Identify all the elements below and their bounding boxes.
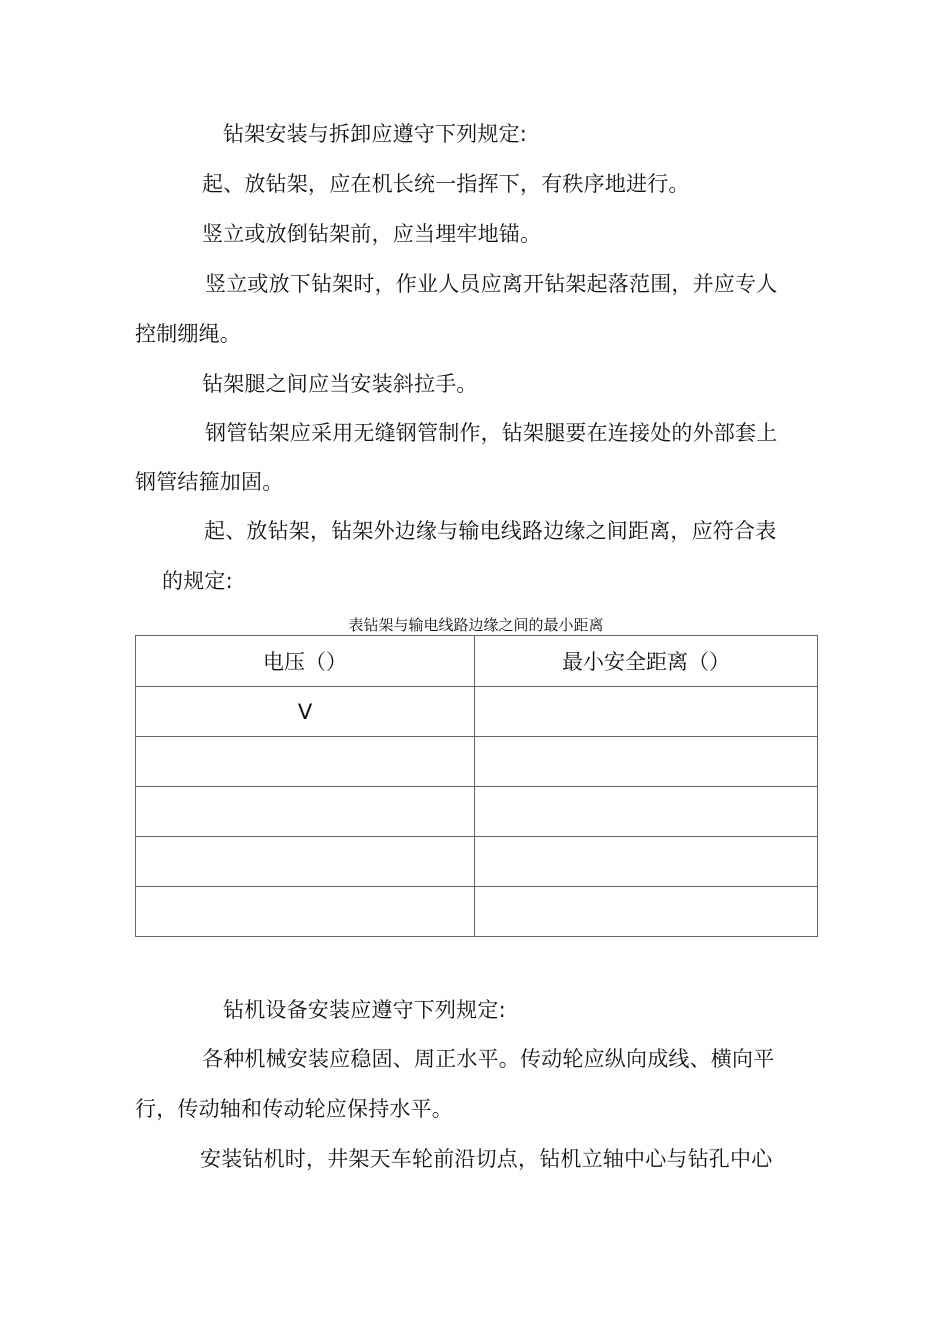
section2-line-3: 安装钻机时，井架天车轮前沿切点，钻机立轴中心与钻孔中心: [200, 1147, 773, 1171]
table-cell: [475, 887, 818, 937]
table-cell: [475, 787, 818, 837]
table-caption: 表钻架与输电线路边缘之间的最小距离: [348, 616, 604, 634]
header-voltage: 电压（）: [136, 636, 475, 687]
distance-table: [135, 635, 818, 937]
table-cell: V: [136, 687, 475, 737]
table-cell: [475, 837, 818, 887]
section2-line-2: 行，传动轴和传动轮应保持水平。: [135, 1097, 453, 1121]
section2-heading: 钻机设备安装应遵守下列规定:: [223, 998, 506, 1022]
section1-heading: 钻架安装与拆卸应遵守下列规定:: [223, 122, 528, 146]
table-cell: [136, 837, 475, 887]
section1-line-1: 起、放钻架，应在机长统一指挥下，有秩序地进行。: [202, 172, 690, 196]
table-cell: [475, 737, 818, 787]
section1-line-7: 钢管结箍加固。: [135, 470, 284, 494]
section1-line-9: 的规定:: [162, 569, 233, 593]
table-row: [136, 787, 818, 837]
table-cell: [475, 687, 818, 737]
table-header-row: [136, 636, 818, 687]
section1-line-5: 钻架腿之间应当安装斜拉手。: [202, 372, 478, 396]
table-cell: [136, 887, 475, 937]
section1-line-8: 起、放钻架，钻架外边缘与输电线路边缘之间距离，应符合表: [204, 519, 777, 543]
section1-line-3: 竖立或放下钻架时，作业人员应离开钻架起落范围，并应专人: [205, 272, 778, 296]
section1-line-6: 钢管钻架应采用无缝钢管制作，钻架腿要在连接处的外部套上: [205, 421, 778, 445]
table-cell: [136, 737, 475, 787]
table-row: [136, 887, 818, 937]
table-row: [136, 687, 818, 737]
section1-line-4: 控制绷绳。: [135, 322, 241, 346]
section2-line-1: 各种机械安装应稳固、周正水平。传动轮应纵向成线、横向平: [202, 1047, 775, 1071]
table-row: [136, 837, 818, 887]
section1-line-2: 竖立或放倒钻架前，应当埋牢地锚。: [202, 222, 542, 246]
header-min-distance: 最小安全距离（）: [475, 636, 818, 687]
table-row: [136, 737, 818, 787]
table-cell: [136, 787, 475, 837]
